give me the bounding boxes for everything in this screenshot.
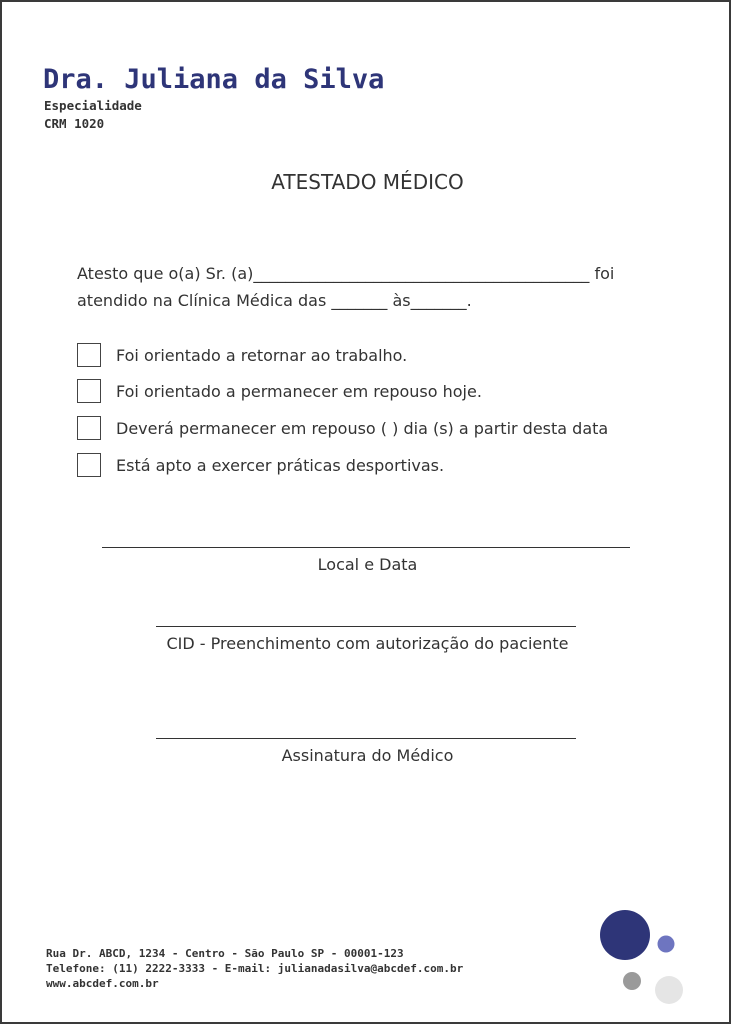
footer-contact: Telefone: (11) 2222-3333 - E-mail: julianadasilva@abcdef.com.br <box>46 962 464 975</box>
doctor-name: Dra. Juliana da Silva <box>43 64 385 95</box>
checklist-item-label: Está apto a exercer práticas desportivas. <box>116 455 445 475</box>
checklist-item[interactable] <box>77 342 407 368</box>
checklist-item-label: Foi orientado a permanecer em repouso hoje. <box>116 381 482 401</box>
checkbox[interactable] <box>77 416 101 440</box>
local-data-label: Local e Data <box>317 555 418 574</box>
footer-address: Rua Dr. ABCD, 1234 - Centro - São Paulo SP - 00001-123 <box>46 947 404 960</box>
doctor-crm: CRM 1020 <box>44 116 105 131</box>
checkbox[interactable] <box>77 343 101 367</box>
attest-line-1: Atesto que o(a) Sr. (a)__________________________________________ foi <box>77 264 615 283</box>
doctor-specialty: Especialidade <box>44 98 142 113</box>
document-title: ATESTADO MÉDICO <box>271 170 464 194</box>
checklist-item[interactable] <box>77 452 444 478</box>
decorative-dots-icon <box>592 902 702 1012</box>
dot-large-navy <box>600 910 650 960</box>
local-data-line[interactable] <box>102 547 630 548</box>
checklist-item-label: Deverá permanecer em repouso ( ) dia (s) a partir desta data <box>116 418 609 438</box>
attest-paragraph <box>77 260 657 314</box>
dot-light-gray <box>655 976 683 1004</box>
cid-line[interactable] <box>156 626 576 627</box>
checklist-item[interactable] <box>77 415 608 441</box>
checklist-item[interactable] <box>77 378 482 404</box>
checklist-item-label: Foi orientado a retornar ao trabalho. <box>116 345 408 365</box>
signature-label: Assinatura do Médico <box>281 746 454 765</box>
checkbox[interactable] <box>77 453 101 477</box>
signature-line[interactable] <box>156 738 576 739</box>
checkbox[interactable] <box>77 379 101 403</box>
cid-label: CID - Preenchimento com autorização do paciente <box>166 634 569 653</box>
footer-website: www.abcdef.com.br <box>46 977 159 990</box>
dot-small-blue <box>658 936 675 953</box>
dot-gray <box>623 972 641 990</box>
attest-line-2: atendido na Clínica Médica das _______ às_______. <box>77 291 472 310</box>
